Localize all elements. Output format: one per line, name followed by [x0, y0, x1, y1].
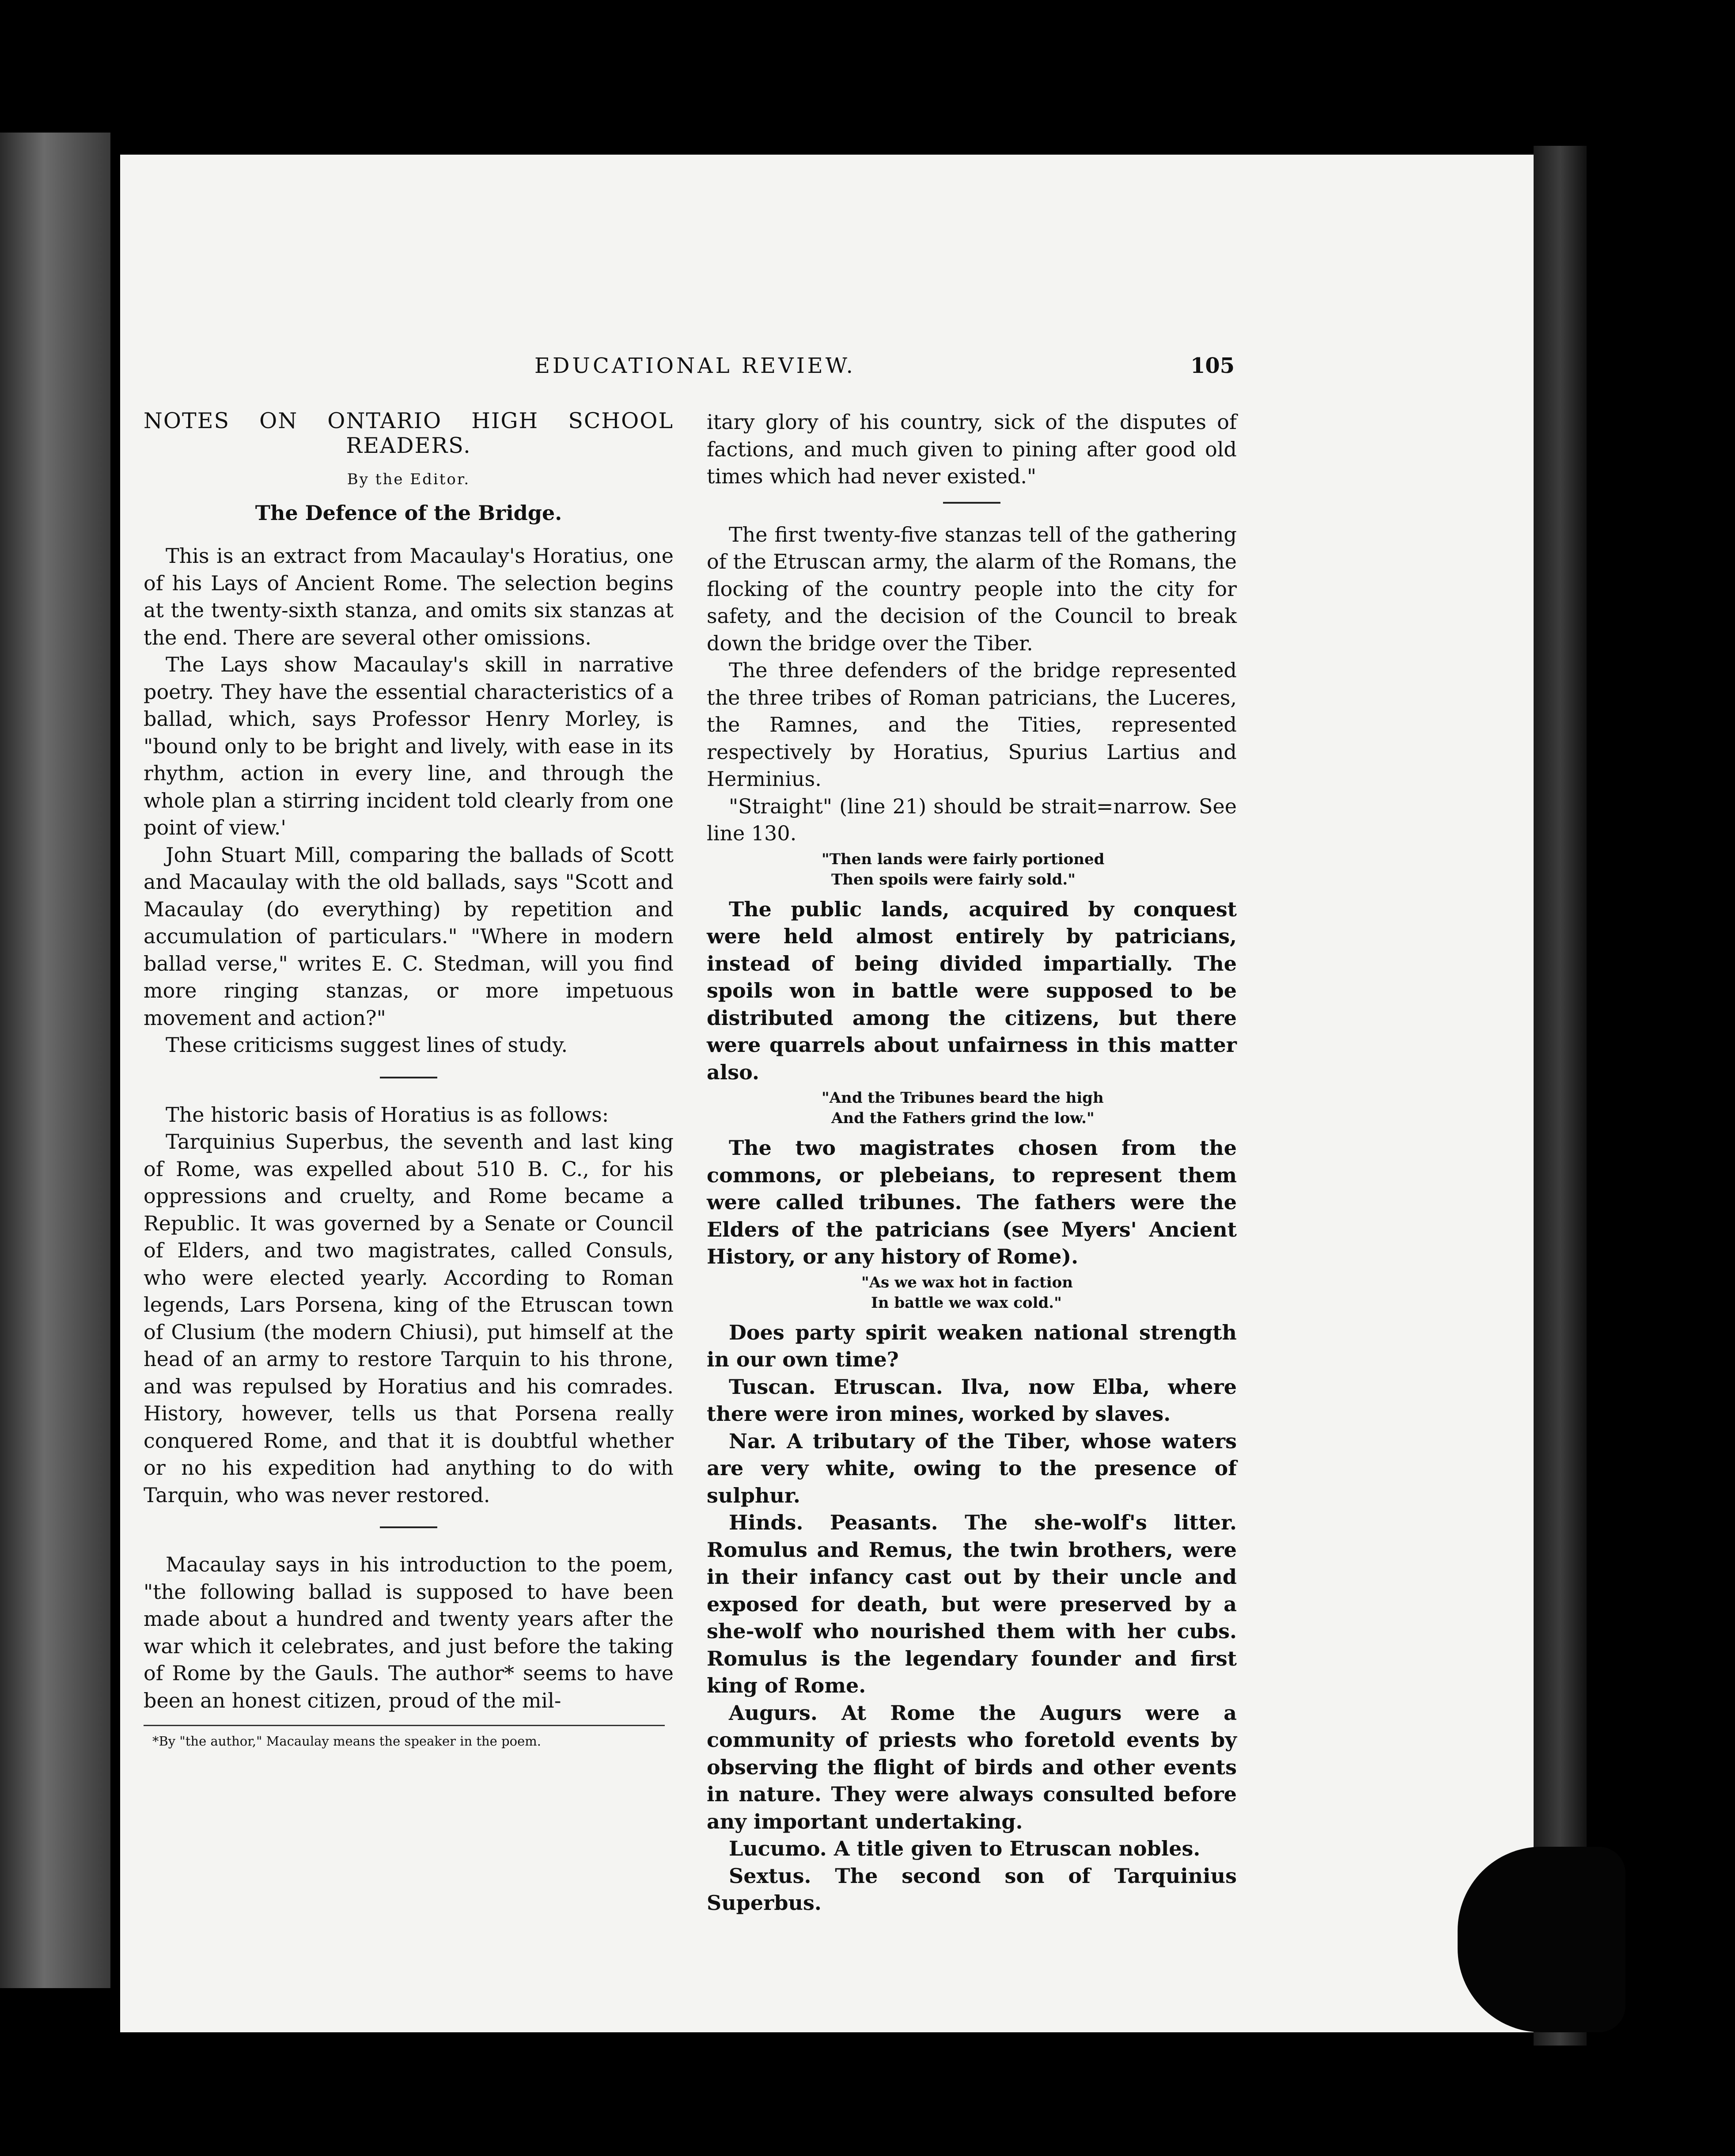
verse-quote [822, 1088, 1237, 1128]
thumb-shadow [1458, 1847, 1625, 2032]
article-title: NOTES ON ONTARIO HIGH SCHOOL READERS. [144, 408, 674, 458]
section-divider [943, 502, 1000, 504]
gloss-entry: Augurs. At Rome the Augurs were a community of priests who foretold events by observing the flight of birds and other events in nature. They were always consulted before any important undertaking. [707, 1701, 1237, 1833]
paragraph: Does party spirit weaken national strength in our own time? [707, 1320, 1237, 1371]
paragraph: John Stuart Mill, comparing the ballads of Scott and Macaulay with the old ballads, says "Scott and Macaulay (do everything) by repetition and accumulation of particulars." "Where in modern ballad verse," writes E. C. Stedman, will you find more ringing stanzas, or more impetuous movement and action?" [144, 843, 674, 1030]
paragraph: The historic basis of Horatius is as follows: [166, 1102, 609, 1127]
page-header [0, 353, 1735, 384]
verse-line: "And the Tribunes beard the high [822, 1089, 1104, 1107]
paragraph: itary glory of his country, sick of the disputes of factions, and much given to pining after good old times which had never existed." [707, 410, 1237, 488]
verse-quote [822, 849, 1237, 890]
article-byline: By the Editor. [347, 471, 470, 488]
footnote: *By "the author," Macaulay means the speaker in the poem. [152, 1734, 541, 1749]
verse-line: "Then lands were fairly portioned [822, 850, 1105, 868]
gloss-entry: Sextus. The second son of Tarquinius Superbus. [707, 1864, 1237, 1915]
footnote-divider [144, 1725, 665, 1726]
gloss-entry: Hinds. Peasants. The she-wolf's litter. Romulus and Remus, the twin brothers, were in their infancy cast out by their uncle and exposed for death, but were preserved by a she-wolf who nourished them with her cubs. Romulus is the legendary founder and first king of Rome. [707, 1511, 1237, 1697]
adjacent-page-edge [0, 133, 110, 1988]
paragraph: The three defenders of the bridge represented the three tribes of Roman patricians, the Luceres, the Ramnes, and the Tities, represented respectively by Horatius, Spurius Lartius and Herminius. [707, 658, 1237, 791]
running-title: EDUCATIONAL REVIEW. [534, 353, 856, 378]
gloss-entry: Lucumo. A title given to Etruscan nobles. [729, 1837, 1201, 1860]
gloss-entry: Nar. A tributary of the Tiber, whose waters are very white, owing to the presence of sulphur. [707, 1429, 1237, 1507]
paragraph: These criticisms suggest lines of study. [166, 1033, 568, 1057]
article-subtitle: The Defence of the Bridge. [255, 501, 562, 525]
verse-line: And the Fathers grind the low." [831, 1109, 1095, 1127]
verse-line: "As we wax hot in faction [861, 1273, 1073, 1291]
right-column [707, 409, 1237, 1917]
section-divider [380, 1526, 437, 1528]
paragraph: The public lands, acquired by conquest were held almost entirely by patricians, instead of being divided impartially. The spoils won in battle were supposed to be distributed among the citizens, but there were quarrels about unfairness in this matter also. [707, 897, 1237, 1084]
paragraph: This is an extract from Macaulay's Horatius, one of his Lays of Ancient Rome. The selection begins at the twenty-sixth stanza, and omits six stanzas at the end. There are several other omissions. [144, 544, 674, 649]
verse-quote [861, 1272, 1237, 1313]
left-column [144, 409, 674, 1750]
verse-line: Then spoils were fairly sold." [831, 870, 1076, 888]
page-stack-edge [1534, 146, 1587, 2046]
paragraph: Tarquinius Superbus, the seventh and last king of Rome, was expelled about 510 B. C., for his oppressions and cruelty, and Rome became a Republic. It was governed by a Senate or Council of Elders, and two magistrates, called Consuls, who were elected yearly. According to Roman legends, Lars Porsena, king of the Etruscan town of Clusium (the modern Chiusi), put himself at the head of an army to restore Tarquin to his throne, and was repulsed by Horatius and his comrades. History, however, tells us that Porsena really conquered Rome, and that it is doubtful whether or no his expedition had anything to do with Tarquin, who was never restored. [144, 1130, 674, 1507]
paragraph: The first twenty-five stanzas tell of the gathering of the Etruscan army, the alarm of the Romans, the flocking of the country people into the city for safety, and the decision of the Council to break down the bridge over the Tiber. [707, 522, 1237, 655]
section-divider [380, 1077, 437, 1078]
verse-line: In battle we wax cold." [871, 1294, 1062, 1312]
paragraph: The Lays show Macaulay's skill in narrative poetry. They have the essential characteristics of a ballad, which, says Professor Henry Morley, is "bound only to be bright and lively, with ease in its rhythm, action in every line, and through the whole plan a stirring incident told clearly from one point of view.' [144, 653, 674, 839]
paragraph: "Straight" (line 21) should be strait=narrow. See line 130. [707, 794, 1237, 845]
gloss-entry: Tuscan. Etruscan. Ilva, now Elba, where there were iron mines, worked by slaves. [707, 1374, 1237, 1426]
page-number: 105 [1190, 353, 1235, 378]
paragraph: Macaulay says in his introduction to the poem, "the following ballad is supposed to have been made about a hundred and twenty years after the war which it celebrates, and just before the taking of Rome by the Gauls. The author* seems to have been an honest citizen, proud of the mil- [144, 1552, 674, 1712]
paragraph: The two magistrates chosen from the commons, or plebeians, to represent them were called tribunes. The fathers were the Elders of the patricians (see Myers' Ancient History, or any history of Rome). [707, 1136, 1237, 1268]
